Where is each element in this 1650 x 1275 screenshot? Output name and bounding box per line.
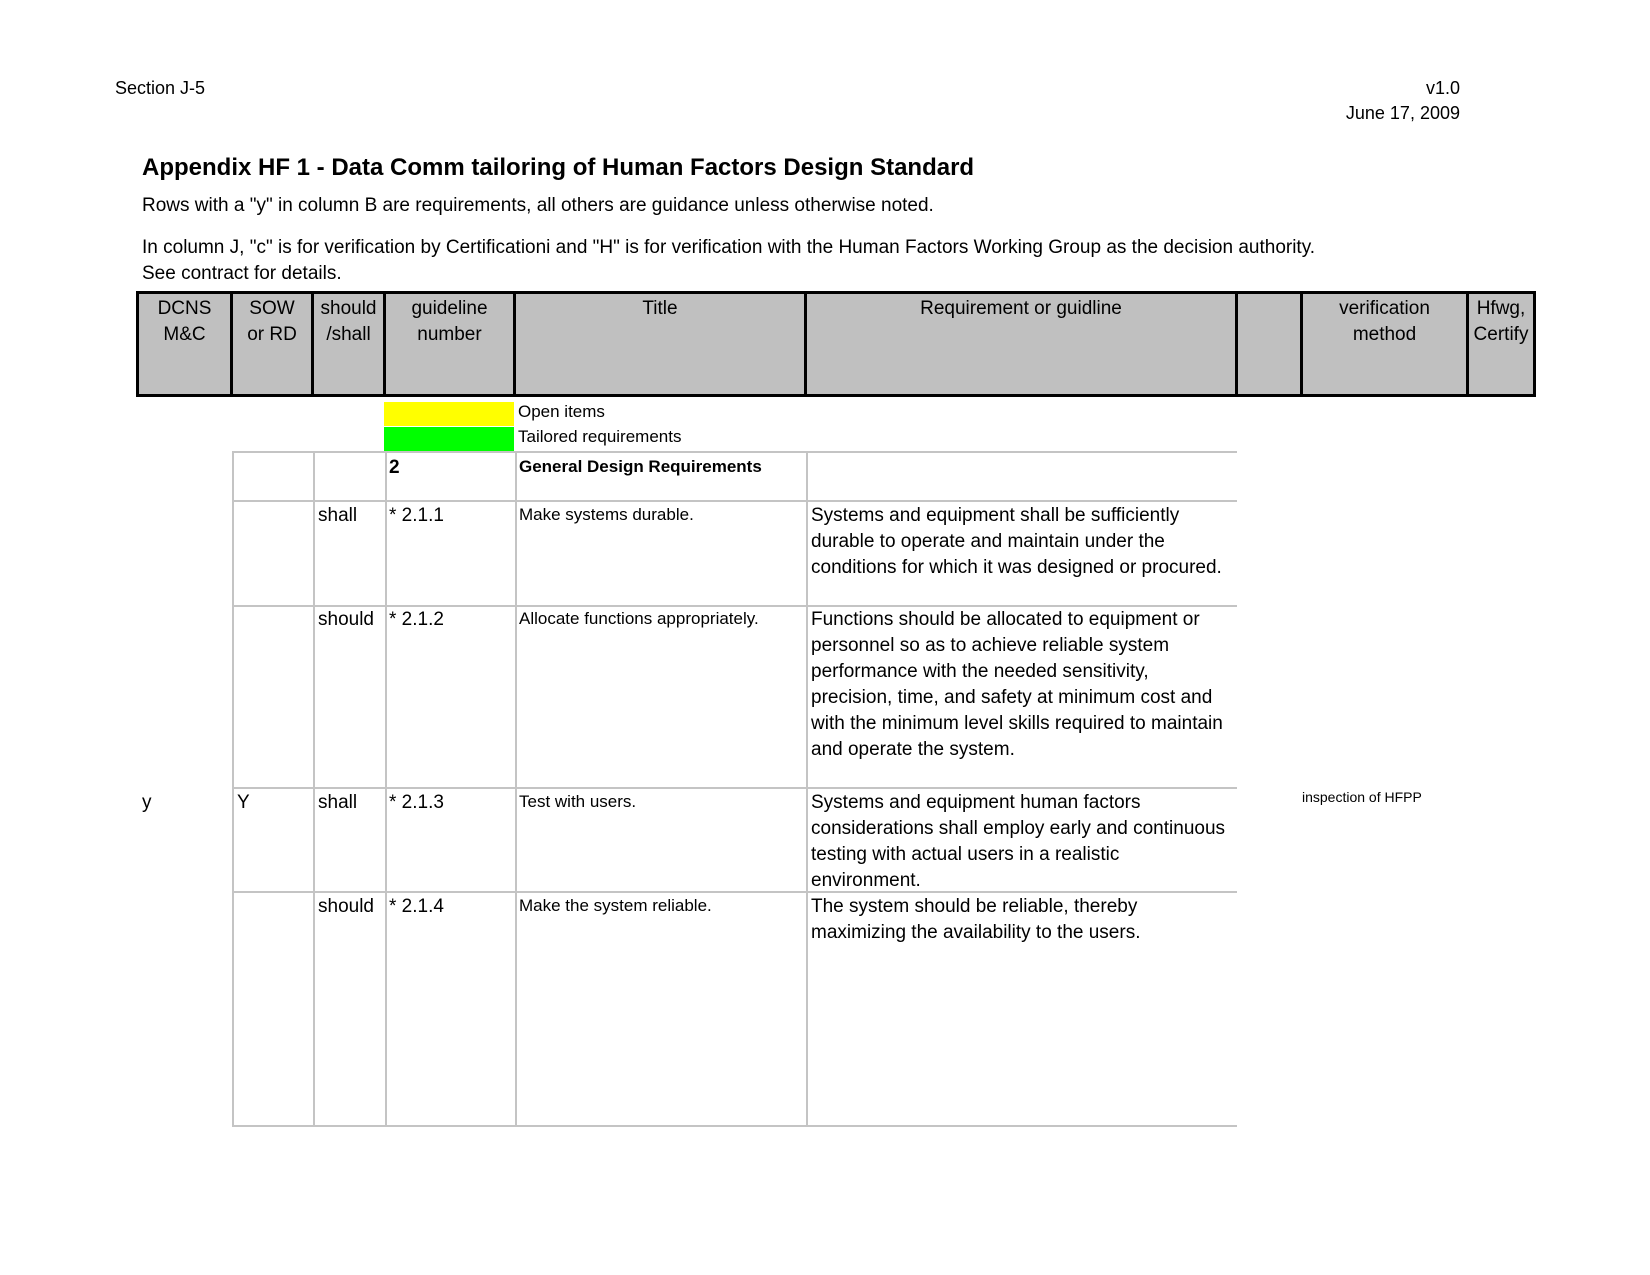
header-requirement: Requirement or guidline	[804, 291, 1238, 397]
modal-cell: shall	[318, 505, 358, 526]
sow-cell: Y	[237, 792, 250, 813]
grid-line	[232, 451, 1237, 453]
grid-line	[232, 787, 1237, 789]
grid-line	[385, 451, 387, 1127]
requirement-cell: Systems and equipment shall be sufficiently durable to operate and maintain under the conditions for which it was designed or procured.	[811, 505, 1222, 578]
title-cell: Make the system reliable.	[519, 896, 712, 915]
guideline-number-cell: * 2.1.4	[389, 896, 444, 917]
grid-line	[232, 1125, 1237, 1127]
legend-label-tailored: Tailored requirements	[518, 427, 682, 446]
modal-cell: should	[318, 896, 374, 917]
title-cell: Test with users.	[519, 792, 637, 811]
header-guideline-number: guideline number	[383, 291, 516, 397]
modal-cell: shall	[318, 792, 358, 813]
section-label: Section J-5	[115, 78, 206, 98]
header-sow: SOW or RD	[230, 291, 314, 397]
verification-cell: inspection of HFPP	[1302, 789, 1422, 805]
date-label: June 17, 2009	[1345, 103, 1460, 123]
grid-line	[515, 451, 517, 1127]
guideline-number-cell: * 2.1.1	[389, 505, 444, 526]
header-blank	[1235, 291, 1303, 397]
grid-line	[806, 451, 808, 1127]
section-title: General Design Requirements	[519, 457, 762, 476]
dcns-cell: y	[142, 792, 152, 813]
requirement-cell: Systems and equipment human factors considerations shall employ early and continuous testing with actual users in a realistic environment.	[811, 792, 1226, 891]
guideline-number-cell: * 2.1.2	[389, 609, 444, 630]
grid-line	[313, 451, 315, 1127]
header-verification-method: verification method	[1300, 291, 1469, 397]
section-number: 2	[389, 457, 400, 478]
header-should-shall: should /shall	[311, 291, 386, 397]
title-cell: Allocate functions appropriately.	[519, 609, 759, 628]
intro-text-2: In column J, "c" is for verification by Certificationi and "H" is for verification with the Human Factors Working Group as the decision authority.	[142, 237, 1316, 258]
grid-line	[232, 500, 1237, 502]
requirement-cell: The system should be reliable, thereby maximizing the availability to the users.	[811, 896, 1141, 943]
version-label: v1.0	[1425, 78, 1460, 98]
requirement-cell: Functions should be allocated to equipment or personnel so as to achieve reliable system performance with the needed sensitivity, precision, time, and safety at minimum cost and with the minimum level skills required to maintain and operate the system.	[811, 609, 1223, 760]
intro-text-3: See contract for details.	[142, 263, 342, 284]
intro-text-1: Rows with a "y" in column B are requirements, all others are guidance unless otherwise noted.	[142, 195, 934, 216]
header-hfwg-certify: Hfwg, Certify	[1466, 291, 1536, 397]
title-cell: Make systems durable.	[519, 505, 694, 524]
header-title: Title	[513, 291, 807, 397]
page-title: Appendix HF 1 - Data Comm tailoring of Human Factors Design Standard	[142, 154, 975, 181]
version-block	[1346, 76, 1460, 126]
legend-swatch-open	[384, 402, 514, 426]
guideline-number-cell: * 2.1.3	[389, 792, 444, 813]
grid-line	[232, 451, 234, 1127]
legend-label-open: Open items	[518, 402, 605, 421]
header-dcns: DCNS M&C	[136, 291, 233, 397]
modal-cell: should	[318, 609, 374, 630]
legend-swatch-tailored	[384, 427, 514, 451]
